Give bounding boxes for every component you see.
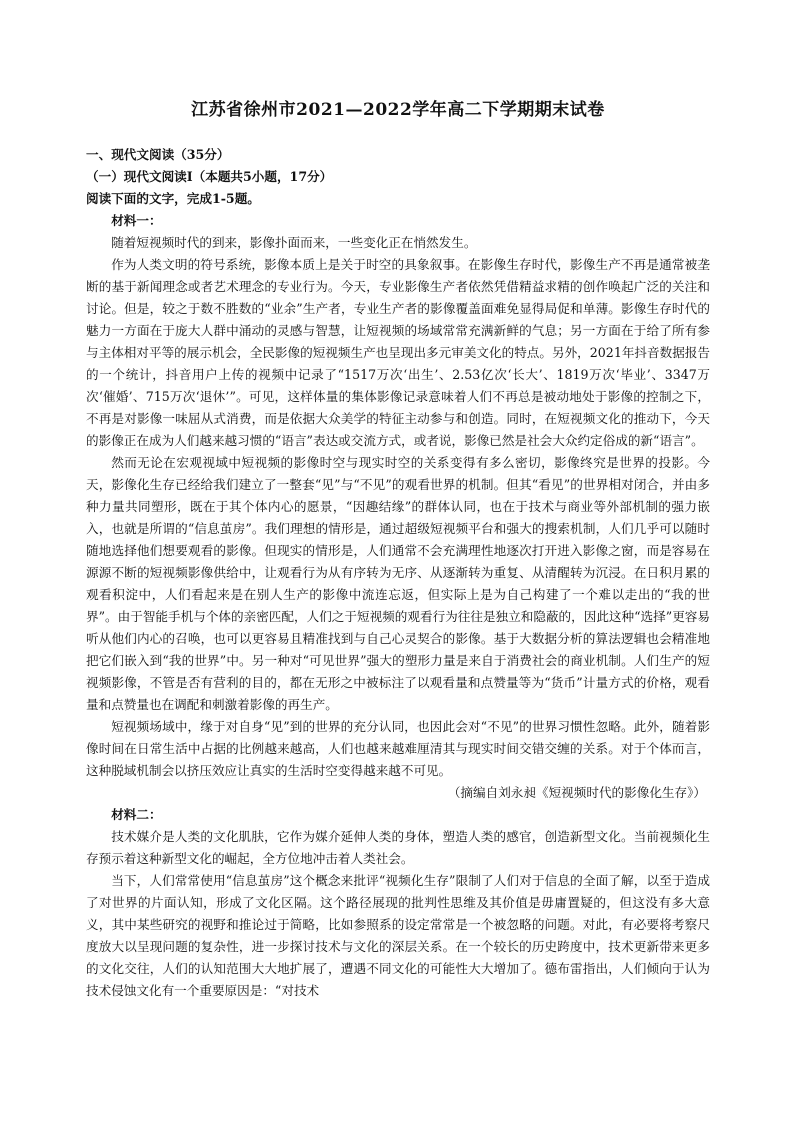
material-one-paragraph-2: 作为人类文明的符号系统，影像本质上是关于时空的具象叙事。在影像生存时代，影像生产不再是通常被垄断的基于新闻理念或者艺术理念的专业行为。今天，专业影像生产者依然凭借精益求精的创作唤起广泛的关注和讨论。但是，较之于数不胜数的“业余”生产者，专业生产者的影像覆盖面难免显得局促和单薄。影像生存时代的魅力一方面在于庞大人群中涌动的灵感与智慧，让短视频的场域常常充满新鲜的气息；另一方面在于给了所有参与主体相对平等的展示机会，全民影像的短视频生产也呈现出多元审美文化的特点。另外，2021年抖音数据报告的一个统计，抖音用户上传的视频中记录了“1517万次‘出生’、2.53亿次‘长大’、1819万次‘毕业’、3347万次‘催婚’、715万次‘退休’”。可见，这样体量的集体影像记录意味着人们不再总是被动地处于影像的控制之下，不再是对影像一味屈从式消费，而是依据大众美学的特征主动参与和创造。同时，在短视频文化的推动下，今天的影像正在成为人们越来越习惯的“语言”表达或交流方式，或者说，影像已然是社会大众约定俗成的新“语言”。 bbox=[86, 257, 710, 448]
exam-title: 江苏省徐州市2021—2022学年高二下学期期末试卷 bbox=[191, 100, 605, 120]
material-two-paragraph-2: 当下，人们常常使用“信息茧房”这个概念来批评“视频化生存”限制了人们对于信息的全面了解，以至于造成了对世界的片面认知，形成了文化区隔。这个路径展现的批判性思维及其价值是毋庸置疑的，但这没有多大意义，其中某些研究的视野和推论过于简略，比如参照系的设定常常是一个被忽略的问题。对此，有必要将考察尺度放大以呈现问题的复杂性，进一步探讨技术与文化的深层关系。在一个较长的历史跨度中，技术更新带来更多的文化交往，人们的认知范围大大地扩展了，遭遇不同文化的可能性大大增加了。德布雷指出，人们倾向于认为技术侵蚀文化有一个重要原因是：“对技术 bbox=[86, 873, 710, 998]
material-one-source: （摘编自刘永昶《短视频时代的影像化生存》） bbox=[447, 785, 706, 800]
material-two-label: 材料二： bbox=[111, 807, 162, 822]
subsection-heading: （一）现代文阅读Ⅰ（本题共5小题，17分） bbox=[86, 169, 333, 184]
material-one-paragraph-1: 随着短视频时代的到来，影像扑面而来，一些变化正在悄然发生。 bbox=[111, 235, 477, 250]
material-one-paragraph-4: 短视频场域中，缘于对自身“见”到的世界的充分认同，也因此会对“不见”的世界习惯性忽略。此外，随着影像时间在日常生活中占据的比例越来越高，人们也越来越难厘清其与现实时间交错交缠的关系。对于个体而言，这种脱域机制会以挤压效应让真实的生活时空变得越来越不可见。 bbox=[86, 719, 710, 778]
material-one-paragraph-3: 然而无论在宏观视域中短视频的影像时空与现实时空的关系变得有多么密切，影像终究是世界的投影。今天，影像化生存已经给我们建立了一整套“见”与“不见”的观看世界的机制。但其“看见”的世界相对闭合，并由多种力量共同塑形，既在于其个体内心的愿景，“因趣结缘”的群体认同，也在于技术与商业等外部机制的强力嵌入，也就是所谓的“信息茧房”。我们理想的情形是，通过超级短视频平台和强大的搜索机制，人们几乎可以随时随地选择他们想要观看的影像。但现实的情形是，人们通常不会充满理性地逐次打开进入影像之窗，而是容易在源源不断的短视频影像供给中，让观看行为从有序转为无序、从逐渐转为重复、从清醒转为沉浸。在日积月累的观看积淀中，人们看起来是在别人生产的影像中流连忘返，但实际上是为自己构建了一个难以走出的“我的世界”。由于智能手机与个体的亲密匹配，人们之于短视频的观看行为往往是独立和隐蔽的，因此这种“选择”更容易听从他们内心的召唤，也可以更容易且精准找到与自己心灵契合的影像。基于大数据分析的算法逻辑也会精准地把它们嵌入到“我的世界”中。另一种对“可见世界”强大的塑形力量是来自于消费社会的商业机制。人们生产的短视频影像，不管是否有营利的目的，都在无形之中被标注了以观看量和点赞量等为“货币”计量方式的价格，观看量和点赞量也在调配和刺激着影像的再生产。 bbox=[86, 455, 710, 712]
material-one-label: 材料一： bbox=[111, 213, 162, 228]
reading-instruction: 阅读下面的文字，完成1-5题。 bbox=[86, 191, 260, 206]
section-heading: 一、现代文阅读（35分） bbox=[86, 147, 230, 162]
material-two-paragraph-1: 技术媒介是人类的文化肌肤，它作为媒介延伸人类的身体，塑造人类的感官，创造新型文化。当前视频化生存预示着这种新型文化的崛起，全方位地冲击着人类社会。 bbox=[86, 829, 710, 866]
